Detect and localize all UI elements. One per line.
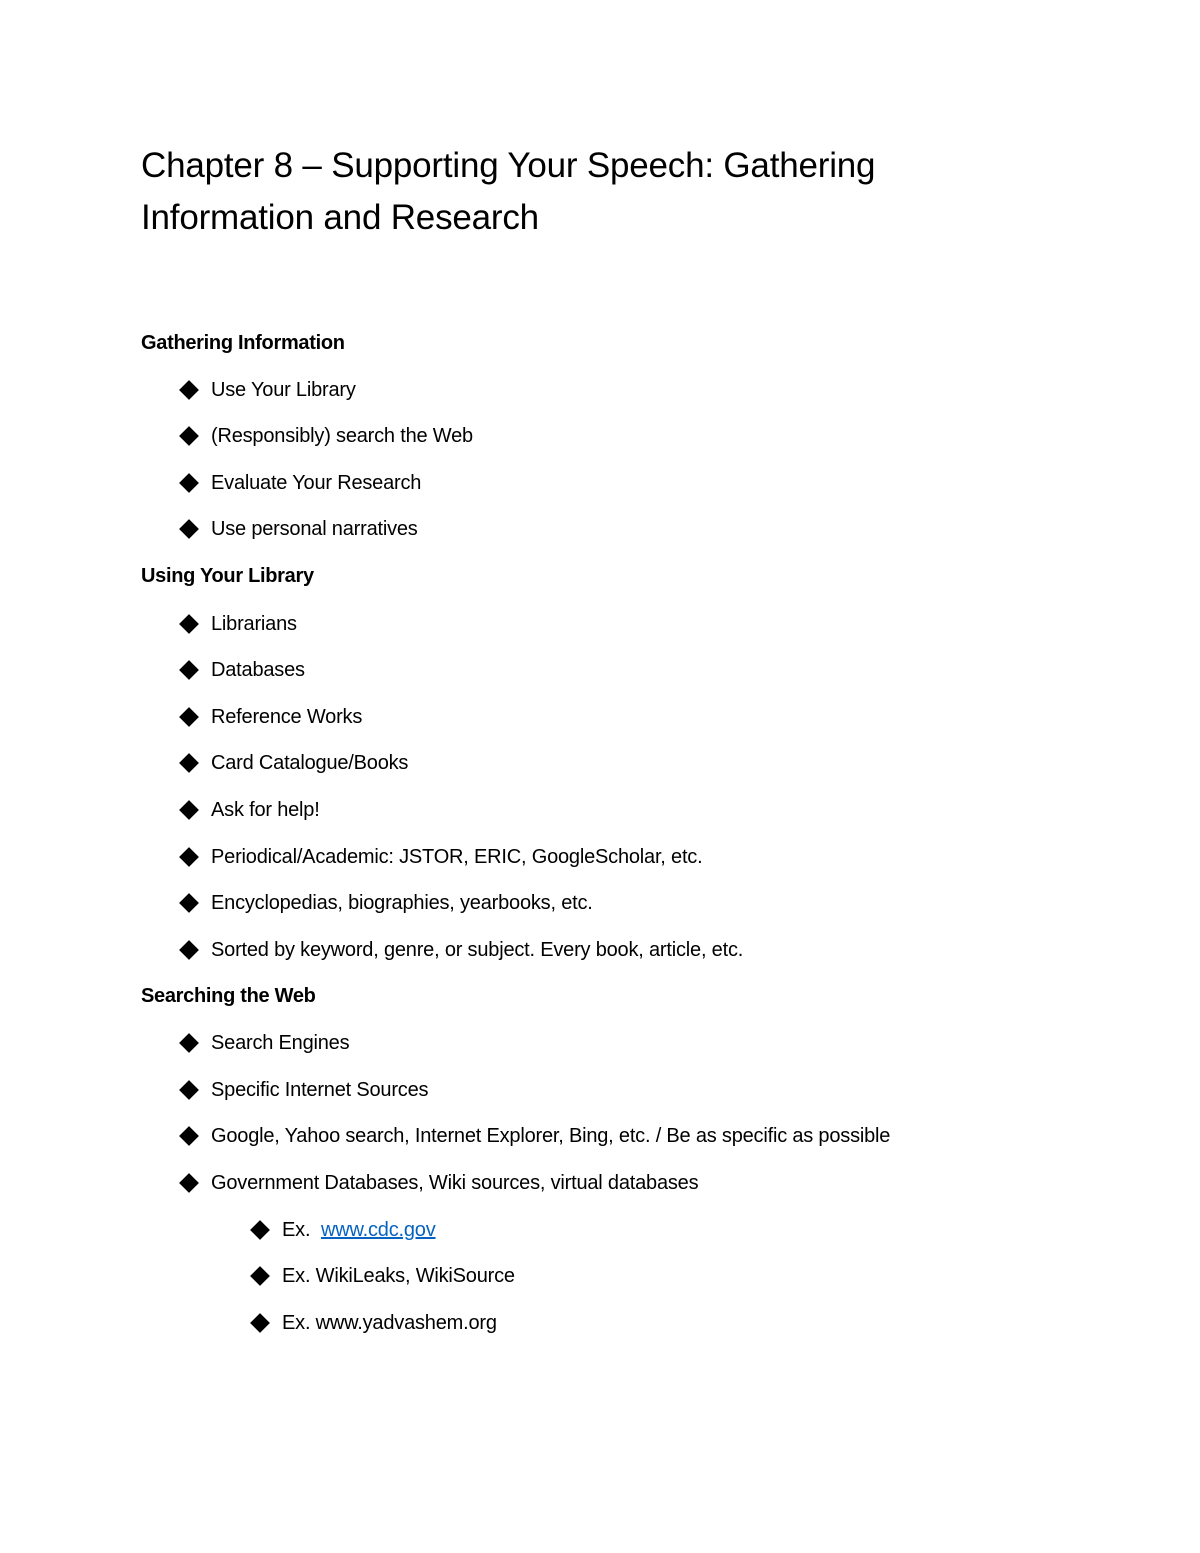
cdc-link[interactable]: www.cdc.gov <box>321 1219 436 1241</box>
list-item-text: Ask for help! <box>211 799 320 821</box>
diamond-bullet-icon <box>179 473 199 493</box>
diamond-bullet-icon <box>179 1033 199 1053</box>
section-heading-using-your-library: Using Your Library <box>141 565 314 587</box>
diamond-bullet-icon <box>179 519 199 539</box>
diamond-bullet-icon <box>179 940 199 960</box>
diamond-bullet-icon <box>250 1220 270 1240</box>
section-heading-searching-the-web: Searching the Web <box>141 985 316 1007</box>
page-title: Chapter 8 – Supporting Your Speech: Gathering Information and Research <box>141 146 876 237</box>
sub-list-item-text: Ex. WikiLeaks, WikiSource <box>282 1265 515 1287</box>
example-prefix: Ex. <box>282 1219 311 1241</box>
diamond-bullet-icon <box>250 1266 270 1286</box>
list-item-text: Google, Yahoo search, Internet Explorer, Bing, etc. / Be as specific as possible <box>211 1125 891 1147</box>
list-item-text: Evaluate Your Research <box>211 472 422 494</box>
diamond-bullet-icon <box>179 753 199 773</box>
list-item-text: Sorted by keyword, genre, or subject. Every book, article, etc. <box>211 939 744 961</box>
list-item-text: Specific Internet Sources <box>211 1079 429 1101</box>
list-item-text: Use personal narratives <box>211 518 418 540</box>
list-item-text: Encyclopedias, biographies, yearbooks, etc. <box>211 892 593 914</box>
diamond-bullet-icon <box>179 800 199 820</box>
sub-list-item-text <box>282 1216 436 1244</box>
diamond-bullet-icon <box>179 1173 199 1193</box>
list-item-text: (Responsibly) search the Web <box>211 425 473 447</box>
list-item-text: Reference Works <box>211 706 363 728</box>
list-item-text: Card Catalogue/Books <box>211 752 409 774</box>
diamond-bullet-icon <box>179 847 199 867</box>
list-item-text: Periodical/Academic: JSTOR, ERIC, GoogleScholar, etc. <box>211 846 703 868</box>
diamond-bullet-icon <box>179 1080 199 1100</box>
diamond-bullet-icon <box>179 707 199 727</box>
diamond-bullet-icon <box>179 426 199 446</box>
diamond-bullet-icon <box>179 380 199 400</box>
list-item-text: Government Databases, Wiki sources, virtual databases <box>211 1172 699 1194</box>
list-item-text: Search Engines <box>211 1032 350 1054</box>
sub-list-item-text: Ex. www.yadvashem.org <box>282 1312 497 1334</box>
list-item-text: Use Your Library <box>211 379 356 401</box>
section-heading-gathering-information: Gathering Information <box>141 332 345 354</box>
diamond-bullet-icon <box>179 660 199 680</box>
diamond-bullet-icon <box>250 1313 270 1333</box>
list-item-text: Librarians <box>211 613 297 635</box>
diamond-bullet-icon <box>179 893 199 913</box>
diamond-bullet-icon <box>179 1126 199 1146</box>
list-item-text: Databases <box>211 659 305 681</box>
diamond-bullet-icon <box>179 614 199 634</box>
